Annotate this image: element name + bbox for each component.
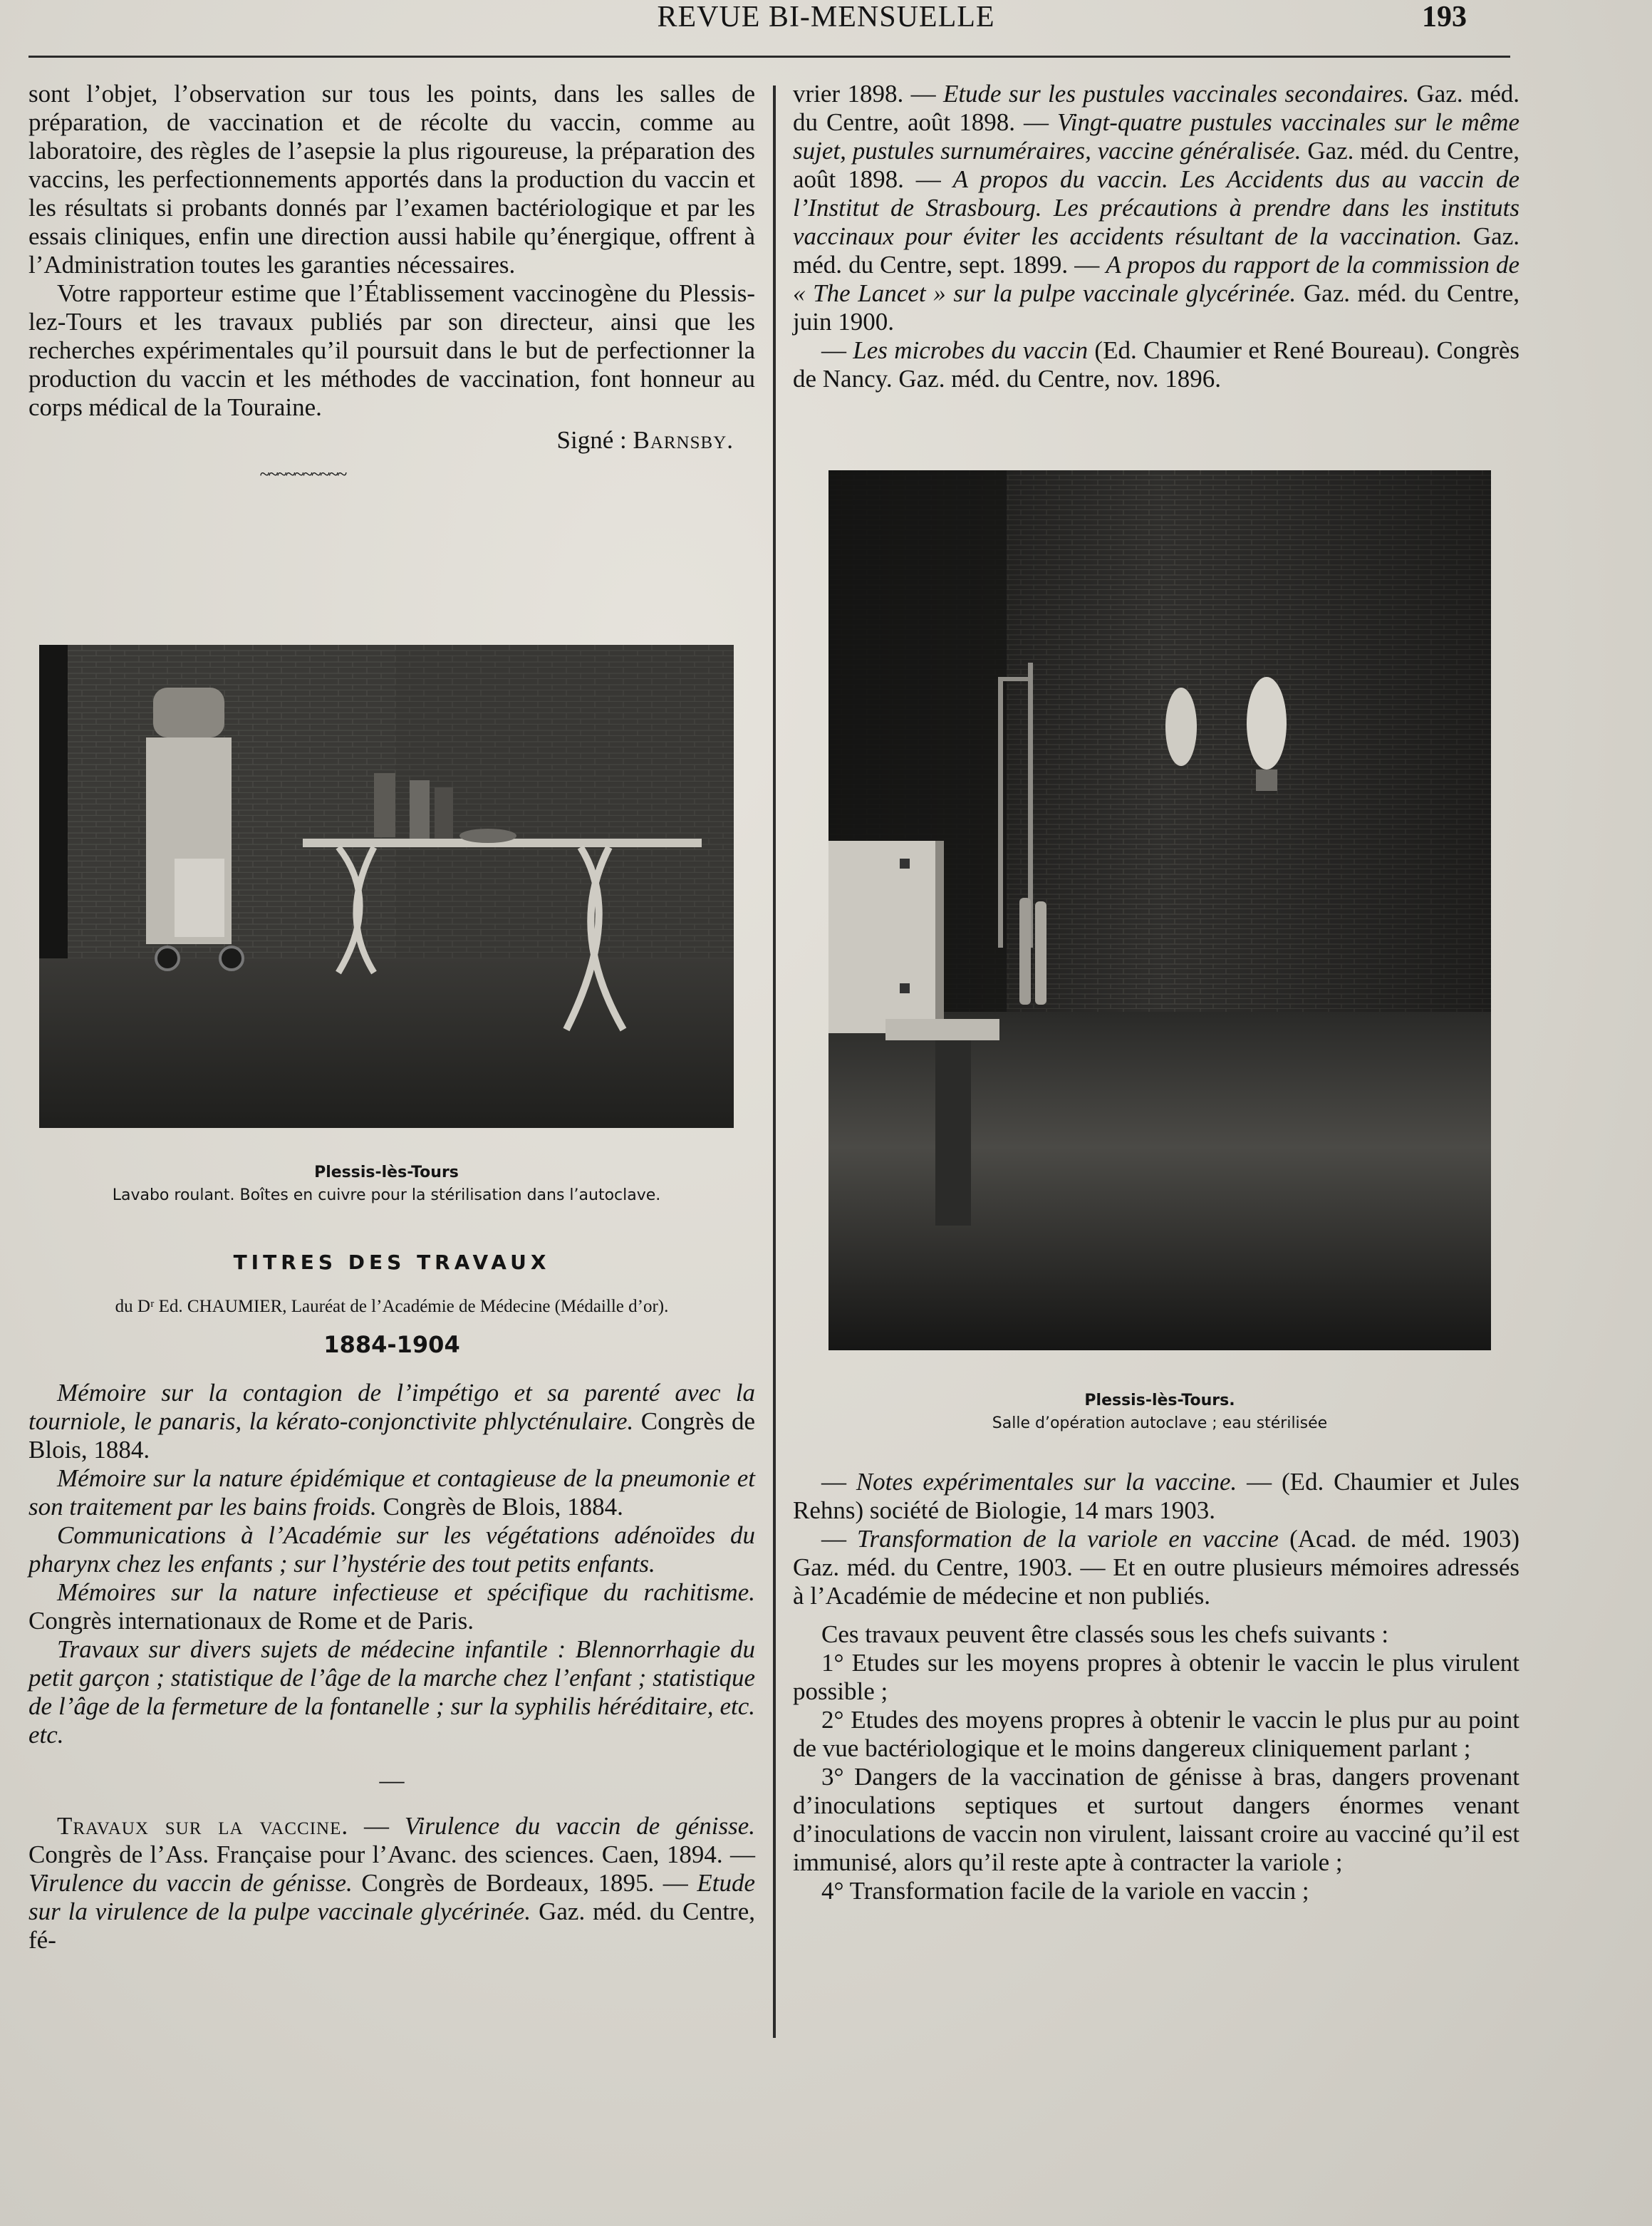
header-rule bbox=[28, 56, 1510, 58]
work-entry: Mémoires sur la nature infectieuse et spécifique du rachitisme. Congrès internationaux de Rome et de Paris. bbox=[28, 1578, 755, 1635]
section-subheading: du Dʳ Ed. CHAUMIER, Lauréat de l’Académie de Médecine (Médaille d’or). bbox=[115, 1297, 669, 1316]
work-entry: Communications à l’Académie sur les végétations adénoïdes du pharynx chez les enfants ; sur l’hystérie des tout petits enfants. bbox=[28, 1521, 755, 1578]
figure-2-caption bbox=[828, 1389, 1491, 1435]
running-header: REVUE BI-MENSUELLE bbox=[657, 1, 995, 33]
separator-dash: — bbox=[379, 1766, 405, 1794]
paragraph: sont l’objet, l’observation sur tous les points, dans les salles de préparation, de vaccination et de récolte du vaccin, comme au laboratoire, des règles de l’asepsie la plus rigoureuse, la préparation des vaccins, les perfectionnements apportés dans la production du vaccin et les résultats si probants donnés par l’examen bactériologique et par les essais cliniques, enfin une direction aussi habile qu’énergique, offrent à l’Administration toutes les garanties nécessaires. bbox=[28, 80, 755, 279]
works-list bbox=[28, 1379, 755, 1955]
left-column-top bbox=[28, 80, 755, 489]
paragraph: Votre rapporteur estime que l’Établissement vaccinogène du Plessis-lez-Tours et les travaux publiés par son directeur, ainsi que les recherches expérimentales qu’il poursuit dans le but de perfectionner la production du vaccin et les méthodes de vaccination, font honneur au corps médical de la Touraine. bbox=[28, 279, 755, 421]
page-number: 193 bbox=[1422, 1, 1467, 33]
photo-lavabo-roulant bbox=[39, 645, 734, 1128]
figure-1-caption-text: Lavabo roulant. Boîtes en cuivre pour la stérilisation dans l’autoclave. bbox=[112, 1186, 661, 1204]
paragraph: vrier 1898. — Etude sur les pustules vaccinales secondaires. Gaz. méd. du Centre, août 1898. — Vingt-quatre pustules vaccinales sur le même sujet, pustules surnuméraires, vaccine généralisée. Gaz. méd. du Centre, août 1898. — A propos du vaccin. Les Accidents dus au vaccin de l’Institut de Strasbourg. Les précautions à prendre dans les instituts vaccinaux pour éviter les accidents résultant de la vaccination. Gaz. méd. du Centre, sept. 1899. — A propos du rapport de la commission de « The Lancet » sur la pulpe vaccinale glycérinée. Gaz. méd. du Centre, juin 1900. bbox=[793, 80, 1519, 336]
work-entry: Mémoire sur la contagion de l’impétigo et sa parenté avec la tourniole, le panaris, la kérato-conjonctivite phlycténulaire. Congrès de Blois, 1884. bbox=[28, 1379, 755, 1464]
photo-illustration bbox=[828, 470, 1491, 1350]
column-divider bbox=[773, 86, 776, 2038]
classification-item: 4° Transformation facile de la variole en vaccin ; bbox=[821, 1877, 1309, 1905]
ornament: ~~~~~~~~~~ bbox=[259, 464, 346, 485]
classification-item: 3° Dangers de la vaccination de génisse à bras, dangers provenant d’inoculations septiques et surtout dangers énormes venant d’inoculations de vaccin non virulent, laissant croire au vacciné qu’il est immunisé, alors qu’il reste apte à contracter la variole ; bbox=[793, 1763, 1519, 1876]
right-column-bottom bbox=[793, 1468, 1519, 1905]
signature-name: Barnsby. bbox=[633, 426, 734, 454]
signature: Signé : Barnsby. bbox=[556, 426, 734, 454]
paragraph: — Les microbes du vaccin (Ed. Chaumier et René Boureau). Congrès de Nancy. Gaz. méd. du Centre, nov. 1896. bbox=[793, 336, 1519, 393]
figure-2-caption-text: Salle d’opération autoclave ; eau stérilisée bbox=[992, 1414, 1328, 1432]
classification-item: 2° Etudes des moyens propres à obtenir le vaccin le plus pur au point de vue bactériologique et le moins dangereux cliniquement parlant ; bbox=[793, 1706, 1519, 1762]
figure-2-caption-title: Plessis-lès-Tours. bbox=[1084, 1392, 1235, 1409]
figure-1-caption bbox=[39, 1161, 734, 1207]
vaccine-works-lead: Travaux sur la vaccine. bbox=[57, 1812, 349, 1840]
right-column-top bbox=[793, 80, 1519, 393]
classification-intro: Ces travaux peuvent être classés sous les chefs suivants : bbox=[821, 1620, 1389, 1648]
section-years: 1884-1904 bbox=[323, 1331, 460, 1358]
photo-salle-operation bbox=[828, 470, 1491, 1350]
vaccine-works: Travaux sur la vaccine. — Virulence du vaccin de génisse. Congrès de l’Ass. Française pour l’Avanc. des sciences. Caen, 1894. — Virulence du vaccin de génisse. Congrès de Bordeaux, 1895. — Etude sur la virulence de la pulpe vaccinale glycérinée. Gaz. méd. du Centre, fé- bbox=[28, 1812, 755, 1954]
paragraph: — Notes expérimentales sur la vaccine. — (Ed. Chaumier et Jules Rehns) société de Biologie, 14 mars 1903. bbox=[793, 1468, 1520, 1524]
work-entry: Travaux sur divers sujets de médecine infantile : Blennorrhagie du petit garçon ; statistique de l’âge de la marche chez l’enfant ; statistique de l’âge de la fermeture de la fontanelle ; sur la syphilis héréditaire, etc. etc. bbox=[28, 1635, 755, 1749]
work-entry: Mémoire sur la nature épidémique et contagieuse de la pneumonie et son traitement par les bains froids. Congrès de Blois, 1884. bbox=[28, 1464, 755, 1521]
figure-1-caption-title: Plessis-lès-Tours bbox=[314, 1164, 459, 1181]
section-heading: TITRES DES TRAVAUX bbox=[233, 1251, 551, 1274]
paragraph: — Transformation de la variole en vaccine (Acad. de méd. 1903) Gaz. méd. du Centre, 1903. — Et en outre plusieurs mémoires adressés à l’Académie de médecine et non publiés. bbox=[793, 1525, 1520, 1610]
classification-item: 1° Etudes sur les moyens propres à obtenir le vaccin le plus virulent possible ; bbox=[793, 1649, 1519, 1705]
photo-illustration bbox=[39, 645, 734, 1128]
